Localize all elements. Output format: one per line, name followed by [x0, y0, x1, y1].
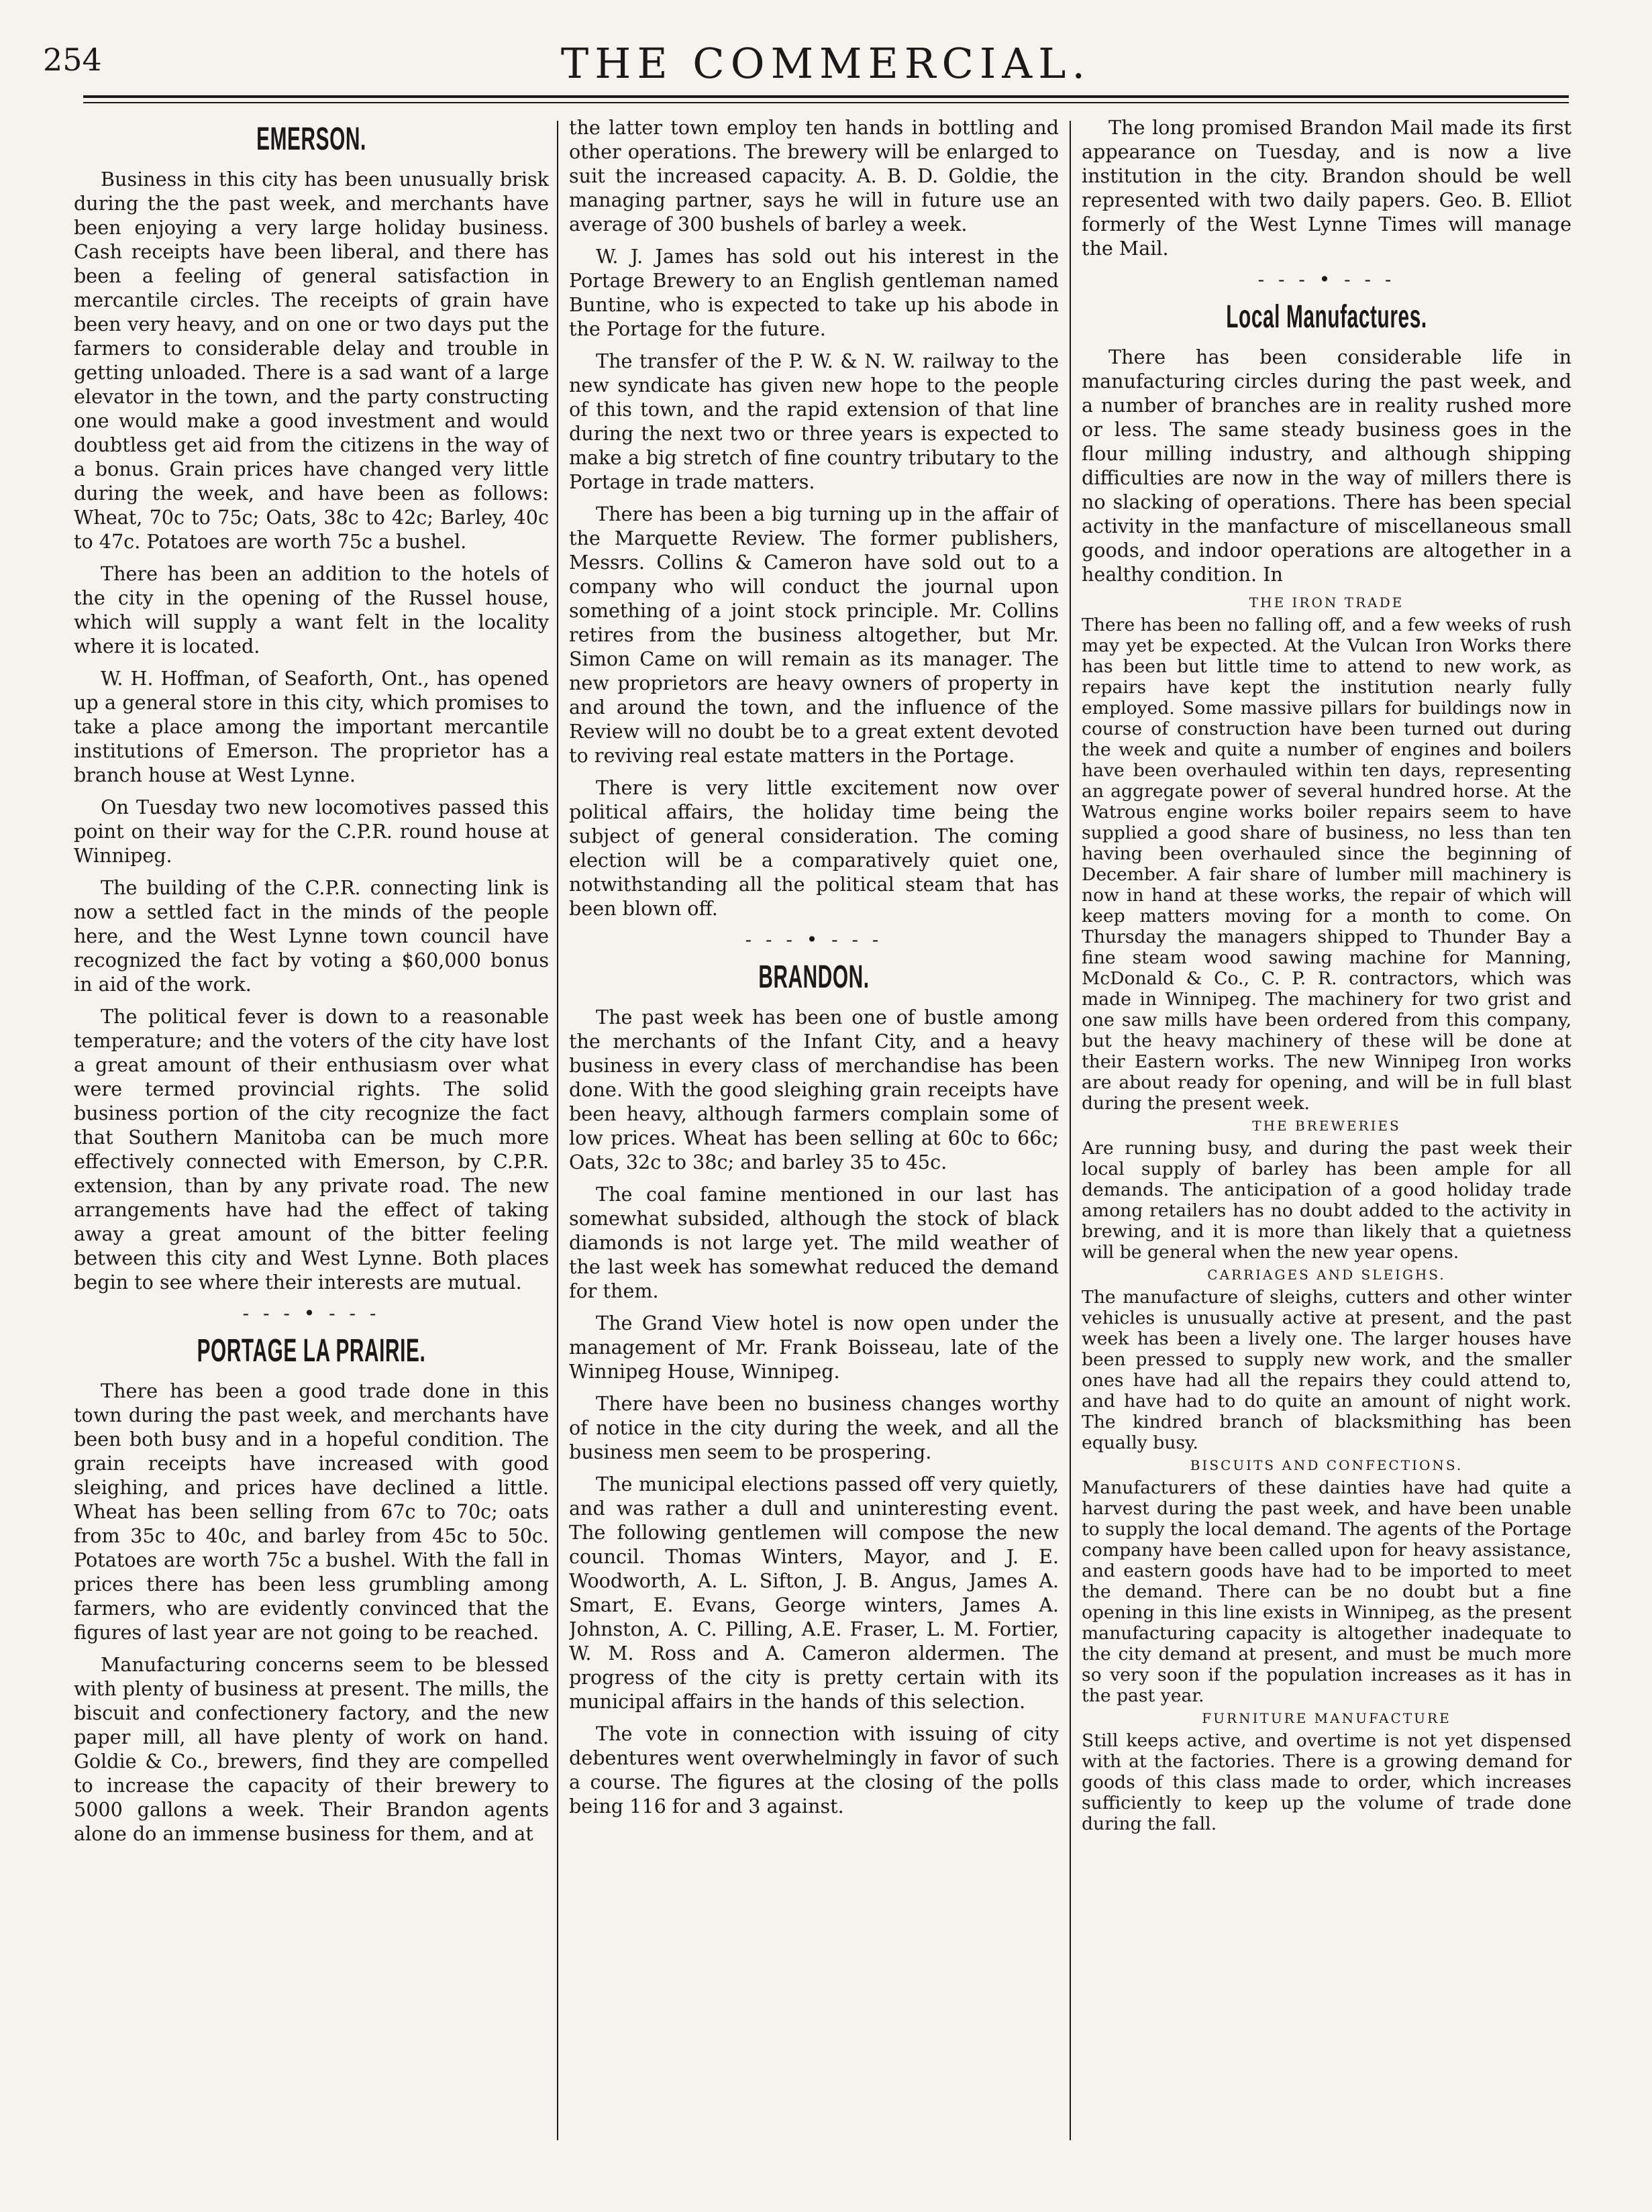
section-divider: - - - • - - - [745, 929, 883, 951]
section-divider: - - - • - - - [1257, 268, 1396, 291]
article-paragraph: On Tuesday two new locomotives passed this point on their way for the C.P.R. round house at Winnipeg. [74, 796, 549, 867]
article-paragraph: W. J. James has sold out his interest in the Portage Brewery to an English gentleman named Buntine, who is expected to take up his abode in the Portage for the future. [569, 245, 1059, 340]
article-paragraph: There has been an addition to the hotels of the city in the opening of the Russel house, which will supply a want felt in the locality where it is located. [74, 562, 549, 657]
article-paragraph: The manufacture of sleighs, cutters and other winter vehicles is unusually active at present, and the past week has been a lively one. The larger houses have been pressed to supply new work, and the smaller ones have had all the repairs they could attend to, and have had to do quite an amount of night work. The kindred branch of blacksmithing has been equally busy. [1082, 1287, 1571, 1453]
column-2 [569, 115, 1059, 2155]
article-paragraph: the latter town employ ten hands in bottling and other operations. The brewery will be enlarged to suit the increased capacity. A. B. D. Goldie, the managing partner, says he will in future use an average of 300 bushels of barley a week. [569, 116, 1059, 235]
column-divider [1070, 121, 1071, 2140]
article-paragraph: The municipal elections passed off very quietly, and was rather a dull and uninteresting event. The following gentlemen will compose the new council. Thomas Winters, Mayor, and J. E. Woodworth, A. L. Sifton, J. B. Angus, James A. Smart, E. Evans, George winters, James A. Johnston, A. C. Pilling, A.E. Fraser, L. M. Fortier, W. M. Ross and A. Cameron aldermen. The progress of the city is pretty certain with its municipal affairs in the hands of this selection. [569, 1473, 1059, 1713]
article-paragraph: The political fever is down to a reasonable temperature; and the voters of the city have lost a great amount of their enthusiasm over what were termed provincial rights. The solid business portion of the city recognize the fact that Southern Manitoba can be much more effectively connected with Emerson, by C.P.R. extension, than by any private road. The new arrangements have had the effect of taking away a great amount of the bitter feeling between this city and West Lynne. Both places begin to see where their interests are mutual. [74, 1005, 549, 1294]
article-paragraph: There is very little excitement now over political affairs, the holiday time being the subject of general consideration. The coming election will be a comparatively quiet one, notwithstanding all the political steam that has been blown off. [569, 776, 1059, 920]
section-divider: - - - • - - - [242, 1302, 380, 1324]
header-rule [83, 95, 1569, 98]
article-paragraph: The Grand View hotel is now open under the management of Mr. Frank Boisseau, late of the Winnipeg House, Winnipeg. [569, 1312, 1059, 1383]
portage-heading: PORTAGE LA PRAIRIE. [197, 1333, 426, 1369]
article-paragraph: Manufacturers of these dainties have had quite a harvest during the past week, and have been unable to supply the local demand. The agents of the Portage company have been called upon for heavy assistance, and eastern goods have had to be imported to meet the demand. There can be no doubt but a fine opening in this line exists in Winnipeg, as the present manufacturing capacity is altogether inadequate to the city demand at present, and must be much more so very soon if the population increases as it has in the past year. [1082, 1477, 1571, 1706]
local-manufactures-heading: Local Manufactures. [1226, 299, 1427, 335]
iron-trade-subheading: THE IRON TRADE [1249, 594, 1404, 611]
article-paragraph: The coal famine mentioned in our last has somewhat subsided, although the stock of black diamonds is not large yet. The mild weather of the last week has somewhat reduced the demand for them. [569, 1183, 1059, 1302]
article-paragraph: Business in this city has been unusually brisk during the the past week, and merchants have been enjoying a very large holiday business. Cash receipts have been liberal, and there has been a feeling of general satisfaction in mercantile circles. The receipts of grain have been very heavy, and on one or two days put the farmers to considerable delay and trouble in getting unloaded. There is a sad want of a large elevator in the town, and the party constructing one would make a good investment and would doubtless get aid from the citizens in the way of a bonus. Grain prices have changed very little during the week, and have been as follows: Wheat, 70c to 75c; Oats, 38c to 42c; Barley, 40c to 47c. Potatoes are worth 75c a bushel. [74, 168, 549, 553]
article-paragraph: The vote in connection with issuing of city debentures went overwhelmingly in favor of such a course. The figures at the closing of the polls being 116 for and 3 against. [569, 1722, 1059, 1818]
article-paragraph: The transfer of the P. W. & N. W. railway to the new syndicate has given new hope to the people of this town, and the rapid extension of that line during the next two or three years is expected to make a big stretch of fine country tributary to the Portage in trade matters. [569, 350, 1059, 493]
article-paragraph: W. H. Hoffman, of Seaforth, Ont., has opened up a general store in this city, which promises to take a place among the important mercantile institutions of Emerson. The proprietor has a branch house at West Lynne. [74, 667, 549, 786]
emerson-heading: EMERSON. [256, 121, 366, 157]
column-divider [557, 121, 558, 2140]
article-paragraph: Are running busy, and during the past week their local supply of barley has been ample for all demands. The anticipation of a good holiday trade among retailers has no doubt added to the activity in brewing, and it is more than likely that a quietness will be general when the new year opens. [1082, 1138, 1571, 1263]
article-paragraph: The past week has been one of bustle among the merchants of the Infant City, and a heavy business in every class of merchandise has been done. With the good sleighing grain receipts have been heavy, although farmers complain some of low prices. Wheat has been selling at 60c to 66c; Oats, 32c to 38c; and barley 35 to 45c. [569, 1006, 1059, 1173]
article-paragraph: The building of the C.P.R. connecting link is now a settled fact in the minds of the people here, and the West Lynne town council have recognized the fact by voting a $60,000 bonus in aid of the work. [74, 876, 549, 996]
newspaper-title: THE COMMERCIAL. [560, 39, 1092, 88]
article-paragraph: Manufacturing concerns seem to be blessed with plenty of business at present. The mills, the biscuit and confectionery factory, and the new paper mill, all have plenty of work on hand. Goldie & Co., brewers, find they are compelled to increase the capacity of their brewery to 5000 gallons a week. Their Brandon agents alone do an immense business for them, and at [74, 1653, 549, 1845]
breweries-subheading: THE BREWERIES [1252, 1118, 1401, 1134]
article-paragraph: There have been no business changes worthy of notice in the city during the week, and all the business men seem to be prospering. [569, 1392, 1059, 1463]
article-paragraph: There has been no falling off, and a few weeks of rush may yet be expected. At the Vulcan Iron Works there has been but little time to attend to new work, as repairs have kept the institution nearly fully employed. Some massive pillars for buildings now in course of construction have been turned out during the week and quite a number of engines and boilers have been overhauled within ten days, representing an aggregate power of several hundred horse. At the Watrous engine works boiler repairs seem to have supplied a good share of business, no less than ten having been overhauled since the beginning of December. A fair share of lumber mill machinery is now in hand at these works, the repair of which will keep matters moving for a month to come. On Thursday the managers shipped to Thunder Bay a fine steam wood sawing machine for Manning, McDonald & Co., C. P. R. contractors, which was made in Winnipeg. The machinery for two grist and one saw mills have been ordered from this company, but the heavy machinery of these will be done at their Eastern works. The new Winnipeg Iron works are about ready for opening, and will be in full blast during the present week. [1082, 615, 1571, 1114]
column-1 [74, 115, 549, 2155]
article-paragraph: The long promised Brandon Mail made its first appearance on Tuesday, and is now a live institution in the city. Brandon should be well represented with two daily papers. Geo. B. Elliot formerly of the West Lynne Times will manage the Mail. [1082, 116, 1571, 260]
carriages-subheading: CARRIAGES AND SLEIGHS. [1207, 1267, 1446, 1283]
article-paragraph: There has been considerable life in manufacturing circles during the past week, and a number of branches are in reality rushed more or less. The same steady business goes in the flour milling industry, and although shipping difficulties are now in the way of millers there is no slacking of operations. There has been special activity in the manfacture of miscellaneous small goods, and indoor operations are altogether in a healthy condition. In [1082, 346, 1571, 586]
article-paragraph: Still keeps active, and overtime is not yet dispensed with at the factories. There is a growing demand for goods of this class made to order, which increases sufficiently to keep up the volume of trade done during the fall. [1082, 1730, 1571, 1834]
column-3 [1082, 115, 1571, 2155]
biscuits-subheading: BISCUITS AND CONFECTIONS. [1190, 1457, 1463, 1473]
page-number: 254 [43, 42, 102, 78]
article-paragraph: There has been a big turning up in the affair of the Marquette Review. The former publishers, Messrs. Collins & Cameron have sold out to a company who will conduct the journal upon something of a joint stock principle. Mr. Collins retires from the business altogether, but Mr. Simon Came on will remain as its manager. The new proprietors are heavy owners of property in and around the town, and the influence of the Review will no doubt be to a great extent devoted to reviving real estate matters in the Portage. [569, 503, 1059, 767]
furniture-subheading: FURNITURE MANUFACTURE [1202, 1710, 1451, 1726]
header-rule-thin [83, 102, 1569, 103]
article-paragraph: There has been a good trade done in this town during the past week, and merchants have been both busy and in a hopeful condition. The grain receipts have increased with good sleighing, and prices have declined a little. Wheat has been selling from 67c to 70c; oats from 35c to 40c, and barley from 45c to 50c. Potatoes are worth 75c a bushel. With the fall in prices there has been less grumbling among farmers, who are evidently convinced that the figures of last year are not going to be reached. [74, 1379, 549, 1644]
brandon-heading: BRANDON. [758, 959, 870, 995]
